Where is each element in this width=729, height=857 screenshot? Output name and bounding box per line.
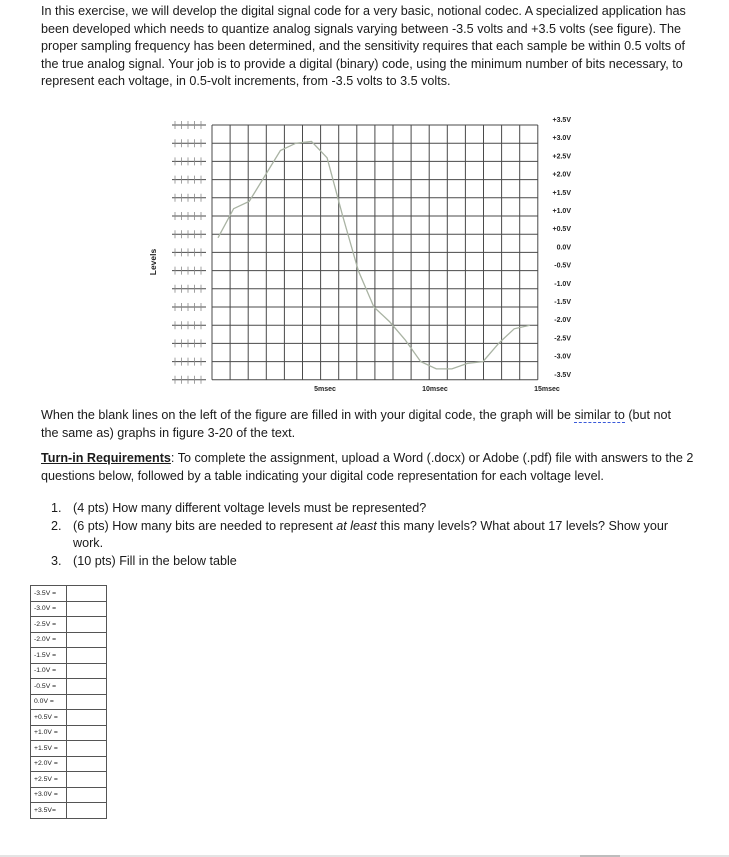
code-answer-cell[interactable]	[67, 710, 107, 726]
code-answer-cell[interactable]	[67, 787, 107, 803]
table-row	[31, 772, 107, 788]
code-answer-cell[interactable]	[67, 617, 107, 633]
voltage-level-label: +0.5V	[552, 226, 571, 234]
voltage-cell: -0.5V =	[31, 679, 67, 695]
table-row	[31, 710, 107, 726]
code-answer-cell[interactable]	[67, 586, 107, 602]
voltage-cell: -2.5V =	[31, 617, 67, 633]
voltage-level-label: +3.5V	[552, 117, 571, 124]
voltage-level-label: +2.0V	[552, 171, 571, 179]
question-item	[41, 518, 691, 553]
voltage-level-label: -2.5V	[554, 335, 571, 343]
table-row	[31, 803, 107, 819]
code-answer-cell[interactable]	[67, 632, 107, 648]
time-label: 10msec	[422, 386, 448, 393]
code-answer-cell[interactable]	[67, 725, 107, 741]
turn-in-heading: Turn-in Requirements	[41, 451, 171, 465]
voltage-level-label: -1.0V	[554, 280, 571, 288]
table-row	[31, 586, 107, 602]
similar-to-highlight: similar to	[574, 408, 625, 422]
voltage-cell: +3.0V =	[31, 787, 67, 803]
voltage-level-label: +2.5V	[552, 153, 571, 161]
voltage-cell: +1.5V =	[31, 741, 67, 757]
question-text: (4 pts) How many different voltage levels must be represented?	[73, 501, 427, 515]
voltage-cell: -1.5V =	[31, 648, 67, 664]
voltage-cell: +0.5V =	[31, 710, 67, 726]
voltage-cell: +3.5V=	[31, 803, 67, 819]
voltage-level-label: -0.5V	[554, 262, 571, 270]
code-answer-cell[interactable]	[67, 803, 107, 819]
questions-list	[41, 500, 691, 570]
code-answer-cell[interactable]	[67, 756, 107, 772]
voltage-level-label: -3.5V	[554, 371, 571, 379]
table-row	[31, 617, 107, 633]
question-item	[41, 553, 691, 571]
voltage-level-label: -1.5V	[554, 299, 571, 306]
y-axis-label: Levels	[148, 248, 158, 276]
question-number: 3.	[51, 553, 62, 568]
code-answer-cell[interactable]	[67, 694, 107, 710]
code-answer-cell[interactable]	[67, 648, 107, 664]
voltage-level-label: +3.0V	[552, 135, 571, 143]
code-answer-cell[interactable]	[67, 601, 107, 617]
voltage-cell: +1.0V =	[31, 725, 67, 741]
table-row	[31, 663, 107, 679]
voltage-cell: -3.0V =	[31, 601, 67, 617]
voltage-cell: -2.0V =	[31, 632, 67, 648]
figure-note-start: When the blank lines on the left of the figure are filled in with your digital code, the graph will be	[41, 408, 575, 422]
voltage-cell: -1.0V =	[31, 663, 67, 679]
question-text: (10 pts) Fill in the below table	[73, 553, 237, 568]
table-row	[31, 601, 107, 617]
table-row	[31, 756, 107, 772]
voltage-cell: +2.0V =	[31, 756, 67, 772]
voltage-level-label: +1.5V	[552, 189, 571, 197]
table-row	[31, 787, 107, 803]
code-answer-cell[interactable]	[67, 741, 107, 757]
code-answer-cell[interactable]	[67, 663, 107, 679]
table-row	[31, 648, 107, 664]
voltage-level-label: -2.0V	[554, 317, 571, 325]
table-row	[31, 679, 107, 695]
question-text-end: this many levels? What about 17 levels? Show your work.	[73, 518, 669, 551]
turn-in-text: : To complete the assignment, upload a Word (.docx) or Adobe (.pdf) file with answers to the 2 questions below, followed by a table indicating your digital code representation for each voltage level.	[41, 451, 694, 483]
voltage-cell: +2.5V =	[31, 772, 67, 788]
voltage-level-labels	[553, 117, 572, 379]
table-row	[31, 694, 107, 710]
time-axis-labels	[314, 386, 560, 393]
voltage-level-label: 0.0V	[556, 244, 571, 252]
table-row	[31, 741, 107, 757]
time-label: 5msec	[314, 386, 336, 393]
voltage-level-label: -3.0V	[554, 353, 571, 361]
code-answer-cell[interactable]	[67, 772, 107, 788]
question-text: (6 pts) How many bits are needed to represent	[73, 518, 337, 533]
voltage-level-label: +1.0V	[552, 208, 571, 215]
turn-in-requirements	[41, 450, 701, 485]
question-emphasis: at least	[336, 518, 377, 533]
question-number: 1.	[51, 501, 62, 515]
voltage-level-figure	[140, 112, 590, 402]
intro-paragraph: In this exercise, we will develop the digital signal code for a very basic, notional codec. A specialized application has been developed which needs to quantize analog signals varying between -3.5 volts and +3.5 volts (see figure). The proper sampling frequency has been determined, and the sensitivity requires that each sample be within 0.5 volts of the true analog signal. Your job is to provide a digital (binary) code, using the minimum number of bits necessary, to represent each voltage, in 0.5-volt increments, from -3.5 volts to 3.5 volts.	[41, 4, 686, 89]
figure-note	[41, 407, 691, 442]
voltage-cell: -3.5V =	[31, 586, 67, 602]
time-label: 15msec	[534, 386, 560, 393]
table-row	[31, 632, 107, 648]
voltage-code-table	[30, 585, 107, 819]
table-row	[31, 725, 107, 741]
blank-code-lines	[172, 121, 206, 384]
question-item	[41, 500, 691, 518]
question-number: 2.	[51, 518, 62, 533]
figure-note-end: (but not the same as) graphs in figure 3-20 of the text.	[41, 408, 672, 440]
voltage-cell: 0.0V =	[31, 694, 67, 710]
grid	[212, 125, 538, 380]
code-answer-cell[interactable]	[67, 679, 107, 695]
